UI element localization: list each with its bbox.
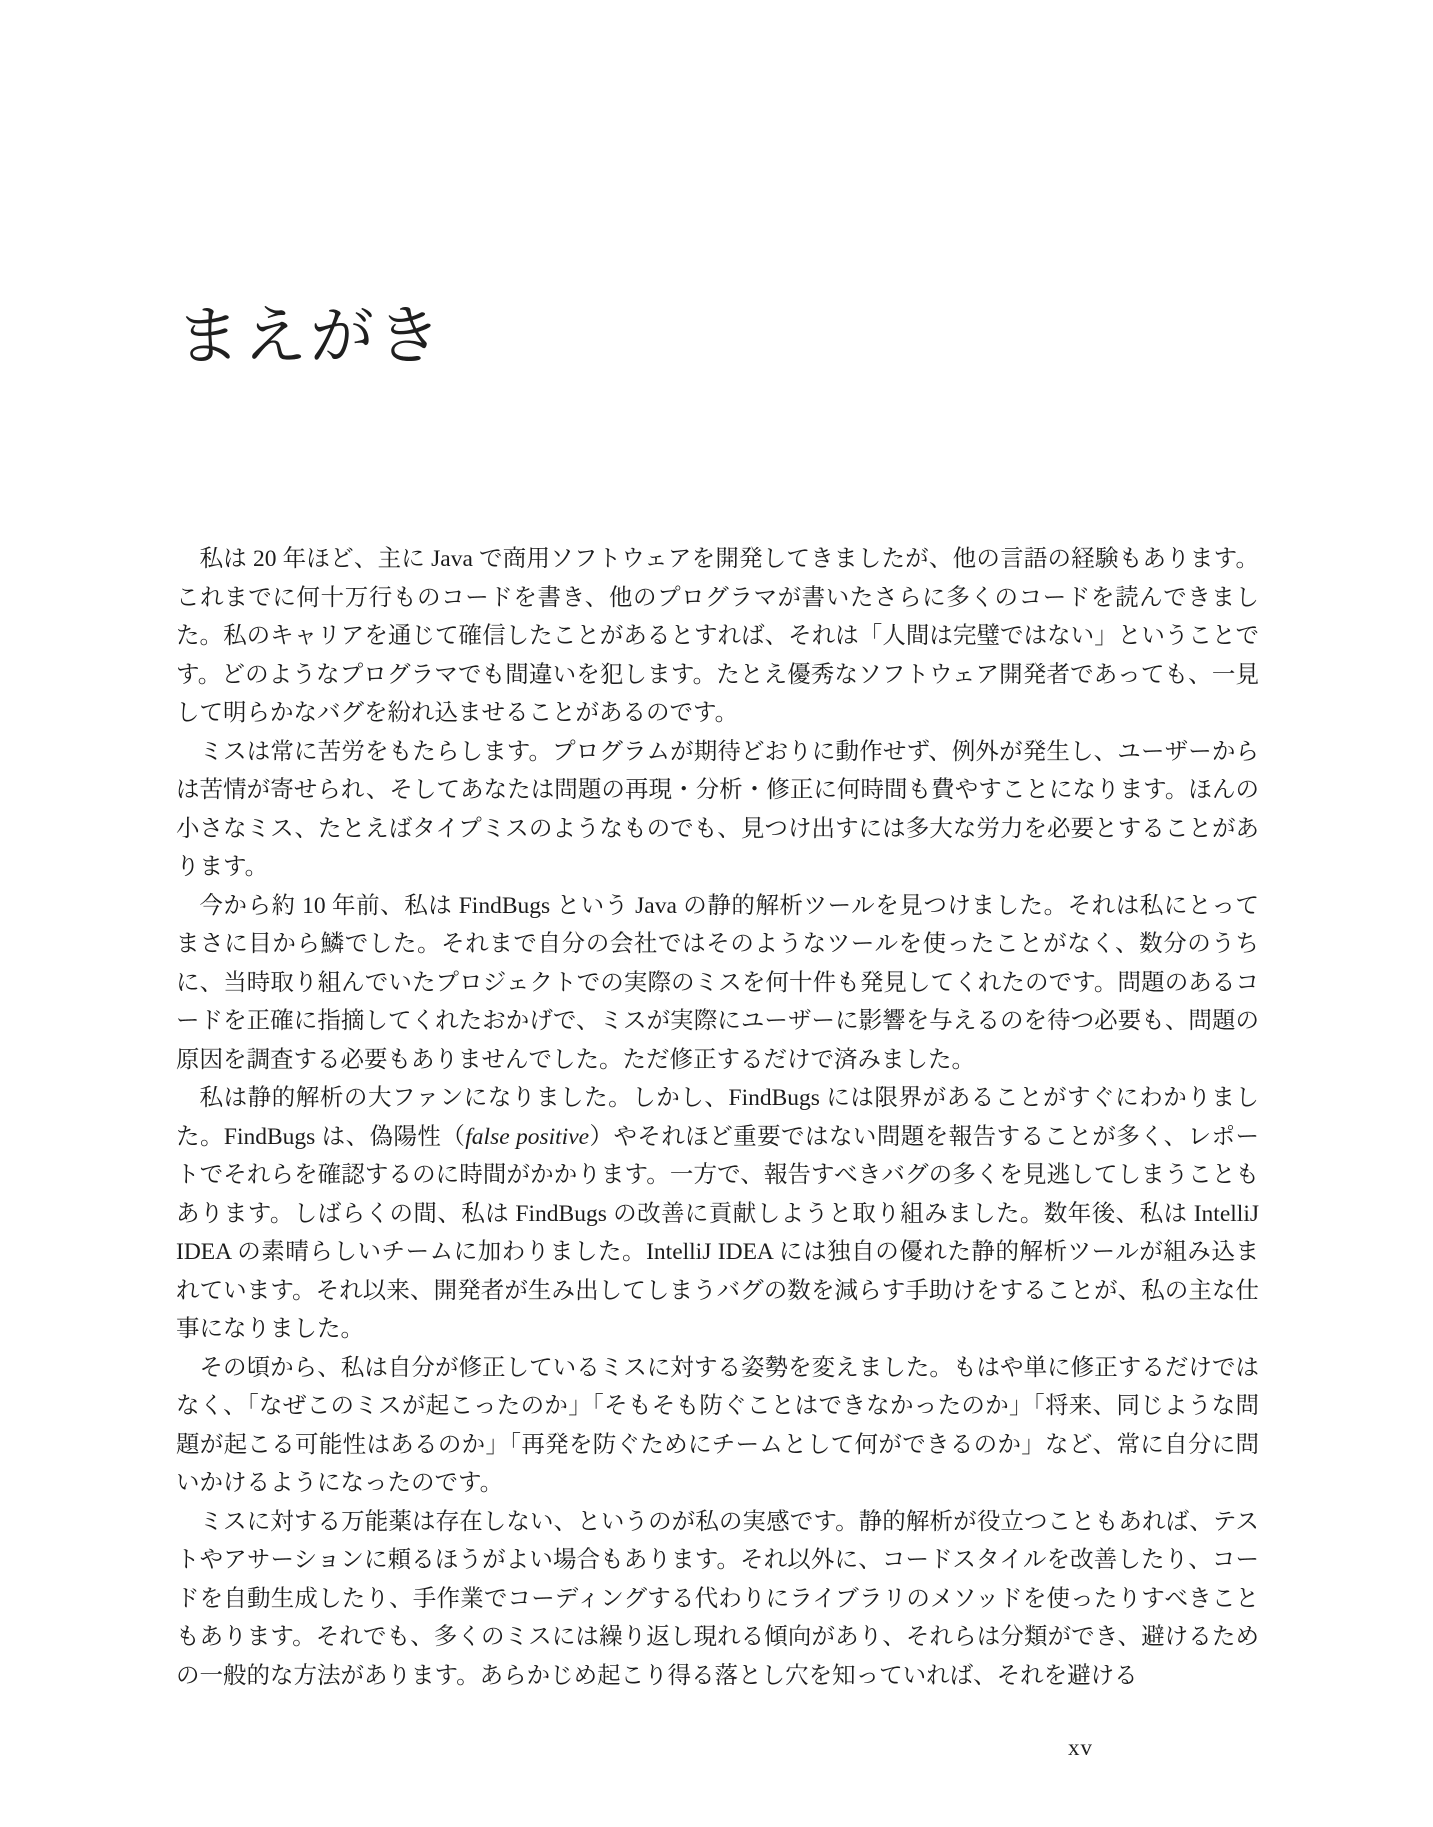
text-segment: 私は静的解析の大ファンになりました。しかし、FindBugs には限界があることがすぐにわかりました。FindBugs は、偽陽性（: [176, 1085, 1259, 1150]
text-segment: ミスに対する万能薬は存在しない、というのが私の実感です。静的解析が役立つこともあれば、テストやアサーションに頼るほうがよい場合もあります。それ以外に、コードスタイルを改善したり、コードを自動生成したり、手作業でコーディングする代わりにライブラリのメソッドを使ったりすべきこともあります。それでも、多くのミスには繰り返し現れる傾向があり、それらは分類ができ、避けるための一般的な方法があります。あらかじめ起こり得る落とし穴を知っていれば、それを避ける: [176, 1508, 1259, 1689]
page-number: xv: [1068, 1735, 1093, 1760]
paragraph: [176, 1503, 1259, 1696]
text-segment: ）やそれほど重要ではない問題を報告することが多く、レポートでそれらを確認するのに時間がかかります。一方で、報告すべきバグの多くを見逃してしまうこともあります。しばらくの間、私は FindBugs の改善に貢献しようと取り組みました。数年後、私は IntelliJ IDEA の素晴らしいチームに加わりました。IntelliJ IDEA には独自の優れた静的解析ツールが組み込まれています。それ以来、開発者が生み出してしまうバグの数を減らす手助けをすることが、私の主な仕事になりました。: [176, 1123, 1259, 1342]
text-segment: その頃から、私は自分が修正しているミスに対する姿勢を変えました。もはや単に修正するだけではなく、「なぜこのミスが起こったのか」「そもそも防ぐことはできなかったのか」「将来、同じような問題が起こる可能性はあるのか」「再発を防ぐためにチームとして何ができるのか」など、常に自分に問いかけるようになったのです。: [176, 1354, 1259, 1496]
text-segment: 今から約 10 年前、私は FindBugs という Java の静的解析ツールを見つけました。それは私にとってまさに目から鱗でした。それまで自分の会社ではそのようなツールを使ったことがなく、数分のうちに、当時取り組んでいたプロジェクトでの実際のミスを何十件も発見してくれたのです。問題のあるコードを正確に指摘してくれたおかげで、ミスが実際にユーザーに影響を与えるのを待つ必要も、問題の原因を調査する必要もありませんでした。ただ修正するだけで済みました。: [176, 892, 1259, 1073]
paragraph: [176, 887, 1259, 1080]
page-title: まえがき: [176, 300, 444, 372]
paragraph: [176, 1079, 1259, 1349]
paragraphs: [176, 540, 1259, 1695]
paragraph: [176, 733, 1259, 887]
paragraph: [176, 540, 1259, 733]
paragraph: [176, 1349, 1259, 1503]
italic-text-segment: false positive: [465, 1123, 590, 1150]
text-segment: 私は 20 年ほど、主に Java で商用ソフトウェアを開発してきましたが、他の言語の経験もあります。これまでに何十万行ものコードを書き、他のプログラマが書いたさらに多くのコードを読んできました。私のキャリアを通じて確信したことがあるとすれば、それは「人間は完璧ではない」ということです。どのようなプログラマでも間違いを犯します。たとえ優秀なソフトウェア開発者であっても、一見して明らかなバグを紛れ込ませることがあるのです。: [176, 546, 1259, 726]
text-segment: ミスは常に苦労をもたらします。プログラムが期待どおりに動作せず、例外が発生し、ユーザーからは苦情が寄せられ、そしてあなたは問題の再現・分析・修正に何時間も費やすことになります。ほんの小さなミス、たとえばタイプミスのようなものでも、見つけ出すには多大な労力を必要とすることがあります。: [176, 738, 1259, 880]
